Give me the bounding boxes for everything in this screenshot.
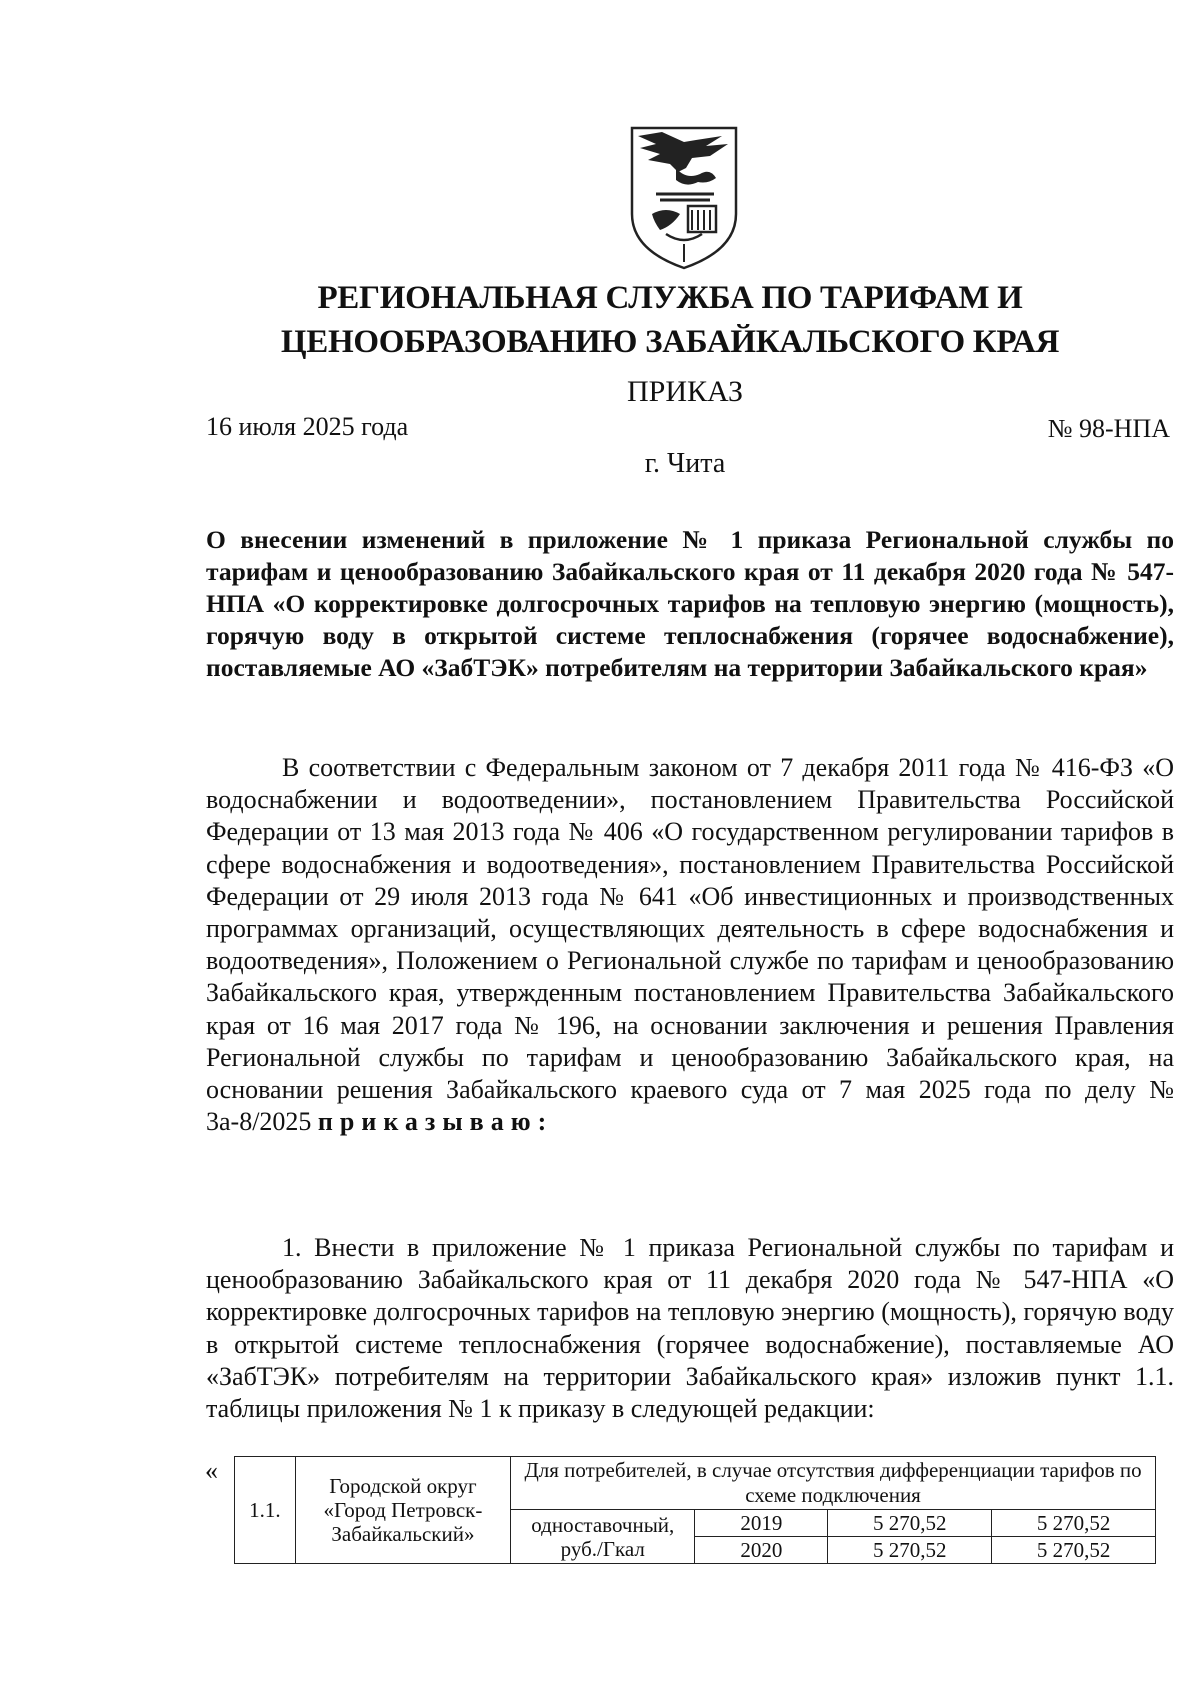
preamble-paragraph bbox=[206, 752, 1174, 1138]
preamble-text: В соответствии с Федеральным законом от 7 декабря 2011 года № 416-ФЗ «О водоснабжении и водоотведении», постановлением Правительства Российской Федерации от 13 мая 2013 года № 406 «О государственном регулировании тарифов в сфере водоснабжения и водоотведения», постановлением Правительства Российской Федерации от 29 июля 2013 года № 641 «Об инвестиционных и производственных программах организаций, осуществляющих деятельность в сфере водоснабжения и водоотведения», Положением о Региональной службе по тарифам и ценообразованию Забайкальского края, утвержденным постановлением Правительства Забайкальского края от 16 мая 2017 года № 196, на основании заключения и решения Правления Региональной службы по тарифам и ценообразованию Забайкальского края, на основании решения Забайкальского краевого суда от 7 мая 2025 года по делу № 3а-8/2025 bbox=[206, 753, 1174, 1137]
year-cell: 2019 bbox=[695, 1510, 828, 1537]
document-type: ПРИКАЗ bbox=[627, 375, 743, 408]
document-city: г. Чита bbox=[644, 448, 726, 479]
row-number: 1.1. bbox=[235, 1457, 296, 1564]
table-row bbox=[235, 1457, 1156, 1510]
coat-of-arms-icon bbox=[626, 122, 742, 272]
document-date: 16 июля 2025 года bbox=[206, 412, 409, 441]
order-item-1: 1. Внести в приложение № 1 приказа Региональной службы по тарифам и ценообразованию Забайкальского края от 11 декабря 2020 года № 547-НПА «О корректировке долгосрочных тарифов на тепловую энергию (мощность), горячую воду в открытой системе теплоснабжения (горячее водоснабжение), поставляемые АО «ЗабТЭК» потребителям на территории Забайкальского края» изложив пункт 1.1. таблицы приложения № 1 к приказу в следующей редакции: bbox=[206, 1233, 1174, 1424]
value-cell: 5 270,52 bbox=[992, 1510, 1156, 1537]
rate-type: одноставочный, руб./Гкал bbox=[511, 1510, 695, 1564]
document-number: № 98-НПА bbox=[1047, 414, 1170, 443]
organization-title-line-2: ЦЕНООБРАЗОВАНИЮ ЗАБАЙКАЛЬСКОГО КРАЯ bbox=[280, 324, 1060, 360]
document-subject: О внесении изменений в приложение № 1 приказа Региональной службы по тарифам и ценообразованию Забайкальского края от 11 декабря 2020 года № 547-НПА «О корректировке долгосрочных тарифов на тепловую энергию (мощность), горячую воду в открытой системе теплоснабжения (горячее водоснабжение), поставляемые АО «ЗабТЭК» потребителям на территории Забайкальского края» bbox=[206, 525, 1174, 682]
opening-quote: « bbox=[205, 1456, 218, 1485]
value-cell: 5 270,52 bbox=[828, 1510, 992, 1537]
order-keyword: приказываю: bbox=[317, 1107, 554, 1137]
value-cell: 5 270,52 bbox=[992, 1537, 1156, 1564]
table-header: Для потребителей, в случае отсутствия дифференциации тарифов по схеме подключения bbox=[511, 1457, 1156, 1510]
year-cell: 2020 bbox=[695, 1537, 828, 1564]
tariff-table bbox=[234, 1456, 1156, 1564]
area-name: Городской округ «Город Петровск-Забайкальский» bbox=[295, 1457, 510, 1564]
value-cell: 5 270,52 bbox=[828, 1537, 992, 1564]
organization-title-line-1: РЕГИОНАЛЬНАЯ СЛУЖБА ПО ТАРИФАМ И bbox=[317, 280, 1023, 316]
